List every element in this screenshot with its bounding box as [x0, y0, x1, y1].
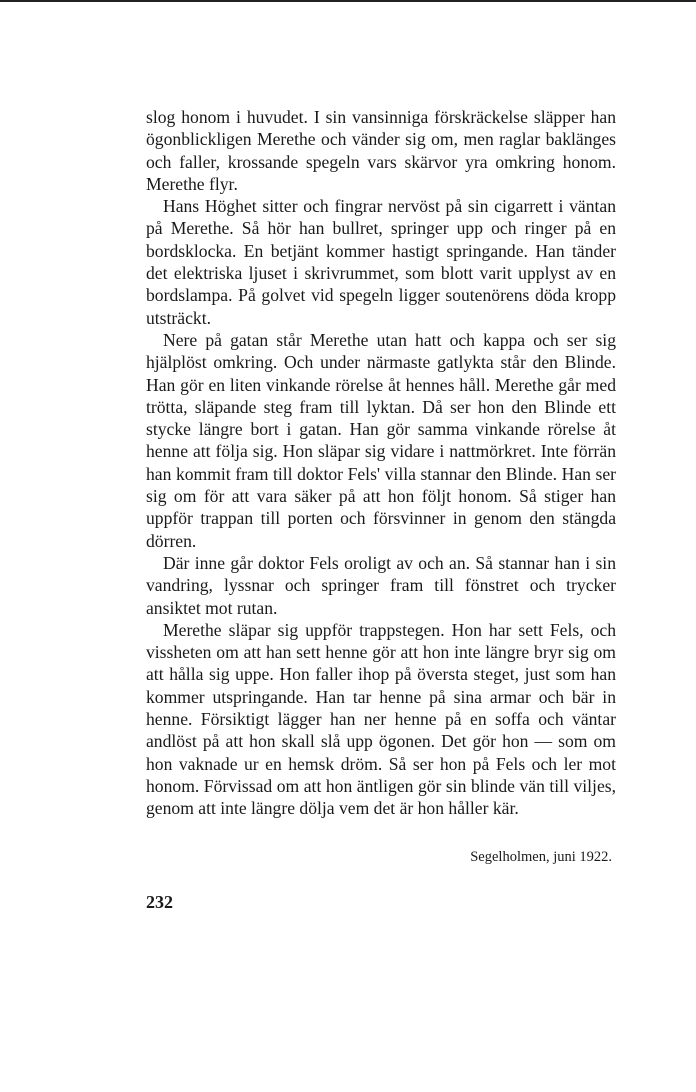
paragraph: Hans Höghet sitter och fingrar nervöst på sin cigarrett i väntan på Merethe. Så hör han bullret, springer upp och ringer på en bordsklocka. En betjänt kommer hastigt springande. Han tänder det elektriska ljuset i skrivrummet, som blott varit upplyst av en bordslampa. På golvet vid spegeln ligger soutenörens döda kropp utsträckt. [146, 196, 616, 328]
page-top-edge-rule [0, 0, 696, 2]
paragraph: Där inne går doktor Fels oroligt av och an. Så stannar han i sin vandring, lyssnar och springer fram till fönstret och trycker ansiktet mot rutan. [146, 552, 616, 618]
page-number: 232 [146, 892, 173, 912]
paragraph: slog honom i huvudet. I sin vansinniga förskräckelse släpper han ögonblickligen Merethe och vänder sig om, men raglar baklänges och faller, krossande spegeln vars skärvor yra omkring honom. Merethe flyr. [146, 107, 616, 194]
paragraph: Merethe släpar sig uppför trappstegen. Hon har sett Fels, och vissheten om att han sett henne gör att hon inte längre bryr sig om att hålla sig uppe. Hon faller ihop på översta steget, just som han kommer utspringande. Han tar henne på sina armar och bär in henne. Försiktigt lägger han ner henne på en soffa och väntar andlöst på att hon skall slå upp ögonen. Det gör hon — som om hon vaknade ur en hemsk dröm. Så ser hon på Fels och ler mot honom. Förvissad om att hon äntligen gör sin blinde vän till viljes, genom att inte längre dölja vem det är hon håller kär. [146, 619, 616, 819]
body-text [146, 106, 616, 820]
place-and-date-signoff: Segelholmen, juni 1922. [470, 849, 612, 865]
paragraph: Nere på gatan står Merethe utan hatt och kappa och ser sig hjälplöst omkring. Och under närmaste gatlykta står den Blinde. Han gör en liten vinkande rörelse åt hennes håll. Merethe går med trötta, släpande steg fram till lyktan. Då ser hon den Blinde ett stycke längre bort i gatan. Han gör samma vinkande rörelse åt henne att följa sig. Hon släpar sig vidare i nattmörkret. Inte förrän han kommit fram till doktor Fels' villa stannar den Blinde. Han ser sig om för att vara säker på att hon följt honom. Så stiger han uppför trappan till porten och försvinner in genom den stängda dörren. [146, 329, 616, 551]
